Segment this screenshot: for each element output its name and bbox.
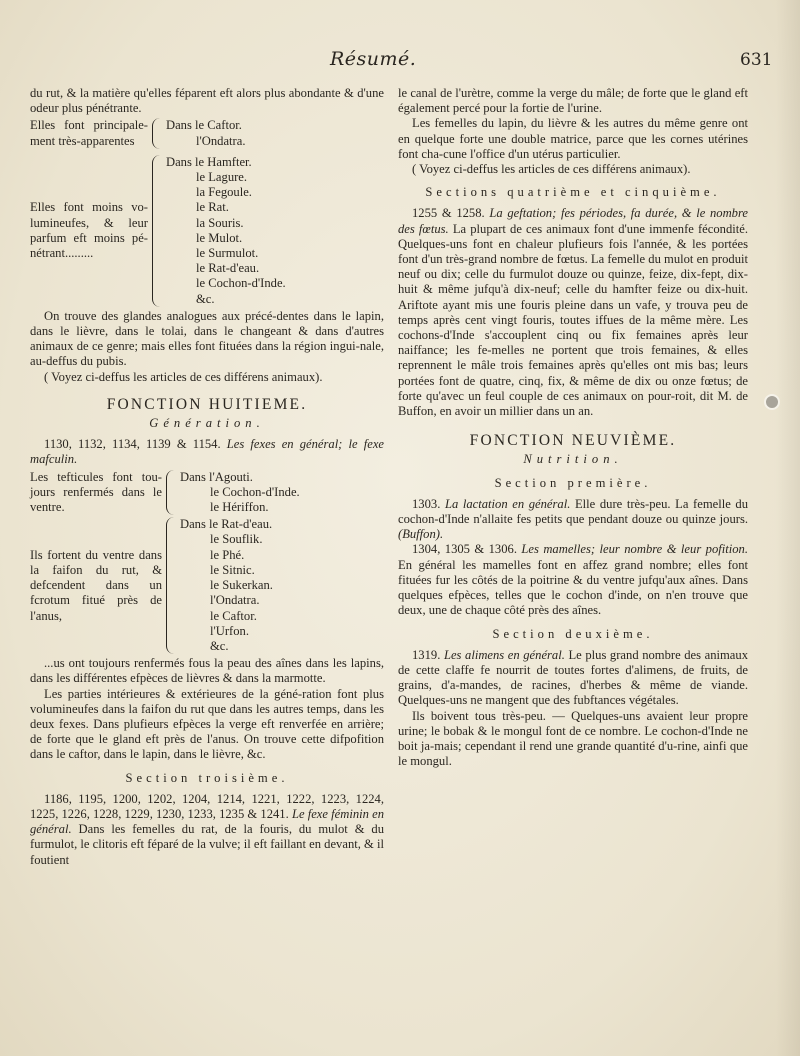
paragraph: Les femelles du lapin, du lièvre & les autres du même genre ont en quelque forte une double matrice, parce que les cornes utérines font cha-cune l'office d'un utérus particulier. bbox=[398, 116, 748, 161]
bracket-table bbox=[30, 470, 384, 516]
bracket-label: Elles font principale-ment très-apparentes bbox=[30, 118, 148, 148]
running-head: Résumé. bbox=[330, 48, 417, 70]
article-title: La lactation en général. bbox=[444, 496, 571, 511]
list-item: la Fegoule. bbox=[196, 185, 252, 200]
article-numbers: 1304, 1305 & 1306. bbox=[412, 542, 517, 557]
brace-glyph bbox=[166, 470, 176, 516]
list-item: le Surmulot. bbox=[196, 246, 259, 261]
brace-glyph bbox=[152, 118, 162, 148]
list-item: l'Ondatra. bbox=[196, 133, 246, 148]
article-title: Les mamelles; leur nombre & leur pofition. bbox=[521, 542, 748, 557]
list-item: le Sukerkan. bbox=[210, 578, 273, 593]
list-item: le Caftor. bbox=[210, 608, 257, 623]
list-item: la Souris. bbox=[196, 215, 244, 230]
list-item: le Cochon-d'Inde. bbox=[196, 276, 286, 291]
paragraph: ( Voyez ci-deffus les articles de ces différens animaux). bbox=[412, 162, 691, 177]
list-item: le Phé. bbox=[210, 547, 245, 562]
article-title: Les fexes en général; le fexe mafculin. bbox=[30, 437, 384, 467]
list-item: &c. bbox=[196, 291, 215, 306]
paragraph: ...us ont toujours renfermés fous la peau des aînes dans les lapins, dans les différentes efpèces de lièvres & dans la marmotte. bbox=[30, 656, 384, 686]
paragraph-text: Elle dure très-peu. La femelle du cochon-d'Inde n'allaite fes petits que pendant douze ou quinze jours. bbox=[398, 496, 748, 527]
page-number: 631 bbox=[740, 50, 773, 70]
left-column bbox=[30, 86, 384, 868]
list-item: le Lagure. bbox=[196, 170, 248, 185]
paragraph: On trouve des glandes analogues aux précé-dentes dans le lapin, dans le lièvre, dans le tolai, dans le changeant & dans d'autres animaux de ce genre; mais elles font fituées dans la région ingui-nale, au-deffus du pubis. bbox=[30, 308, 384, 369]
list-item: l'Urfon. bbox=[210, 623, 249, 638]
section-subheading: Nutrition. bbox=[523, 452, 623, 467]
bracket-list bbox=[166, 155, 286, 307]
paragraph-text: Le plus grand nombre des animaux de cette claffe fe nourrit de toutes fortes d'alimens, de fruits, de grains, d'a-mandes, de racines, d'herbes & même de viande. Quelques-uns ne mangent que des fubftances végétales. bbox=[398, 647, 748, 708]
paragraph-text: En général les mamelles font en affez grand nombre; elles font fituées fur les côtés de la poitrine & du ventre jufqu'aux aînes. Dans quelques efpèces, telles que le cochon d'inde, on n'en trouve que deux, une de chaque côté près des aînes. bbox=[398, 557, 748, 618]
paragraph-text: Dans les femelles du rat, de la fouris, du mulot & du furmulot, le clitoris eft féparé de la vulve; il eft faillant en devant, & il foutient bbox=[30, 822, 384, 867]
list-item: le Mulot. bbox=[196, 230, 243, 245]
paragraph bbox=[30, 792, 384, 868]
list-item: le Cochon-d'Inde. bbox=[210, 484, 300, 499]
list-item: le Souflik. bbox=[210, 532, 263, 547]
bracket-label: Les tefticules font tou-jours renfermés dans le ventre. bbox=[30, 469, 162, 515]
list-item: le Hériffon. bbox=[210, 500, 269, 515]
paragraph bbox=[398, 497, 748, 543]
list-item: Dans le Caftor. bbox=[166, 118, 242, 133]
list-item: le Rat-d'eau. bbox=[196, 261, 260, 276]
article-numbers: 1319. bbox=[412, 647, 441, 662]
list-item: le Sitnic. bbox=[210, 562, 255, 577]
brace-glyph bbox=[166, 517, 176, 654]
citation: (Buffon). bbox=[398, 527, 444, 542]
list-item: Dans le Rat-d'eau. bbox=[180, 517, 273, 532]
article-numbers: 1255 & 1258. bbox=[412, 206, 485, 221]
paragraph bbox=[30, 437, 384, 467]
list-item: l'Ondatra. bbox=[210, 593, 260, 608]
section-heading: Section deuxième. bbox=[492, 626, 654, 641]
bracket-list bbox=[166, 118, 245, 148]
bracket-list bbox=[180, 517, 273, 654]
list-item: Dans le Hamfter. bbox=[166, 154, 252, 169]
brace-glyph bbox=[152, 155, 162, 307]
section-heading: FONCTION HUITIEME. bbox=[106, 395, 308, 413]
article-numbers: 1303. bbox=[412, 496, 441, 511]
bracket-table bbox=[30, 118, 384, 148]
section-heading: Section première. bbox=[494, 475, 652, 490]
paragraph bbox=[398, 542, 748, 618]
paragraph-text: La plupart de ces animaux font d'une immenfe fécondité. Quelques-uns font en chaleur plufieurs fois l'année, & les portées font d'un très-grand nombre de fœtus. La femelle du mulot en produit neuf ou dix; celle du furmulot douze ou quinze, feize, dix-fept, dix-huit & même jufqu'à dix-neuf; celle du hamfter feize ou dix-huit. Ariftote ayant mis une fouris pleine dans un vafe, y trouva peu de temps après cent vingt fouris, toutes iffues de la même mère. Les cochons-d'Inde s'accouplent cinq ou fix femaines après leur naiffance; les fe-melles ne portent que trois femaines, & elles reprennent le mâle trois femaines après qu'elles ont mis bas; leurs portées font de quatre, cinq, fix, & même de dix ou onze fœtus; de forte qu'avec un feul couple de ces animaux on pour-roit, dit M. de Buffon, en avoir un millier dans un an. bbox=[398, 221, 748, 419]
paragraph: le canal de l'urètre, comme la verge du mâle; de forte que le gland eft également percé pour la fortie de l'urine. bbox=[398, 86, 748, 116]
list-item: Dans l'Agouti. bbox=[180, 469, 253, 484]
right-column bbox=[398, 86, 748, 769]
bracket-table bbox=[30, 517, 384, 654]
article-title: Le fexe féminin en général. bbox=[30, 806, 384, 837]
page-edge-shadow bbox=[776, 0, 800, 1056]
list-item: le Rat. bbox=[196, 200, 229, 215]
bracket-table bbox=[30, 155, 384, 307]
paragraph: ( Voyez ci-deffus les articles de ces différens animaux). bbox=[44, 369, 323, 384]
section-heading: Sections quatrième et cinquième. bbox=[425, 185, 721, 200]
bracket-label: Ils fortent du ventre dans la faifon du rut, & defcendent dans un fcrotum fitué près de l'anus, bbox=[30, 547, 162, 623]
paragraph bbox=[398, 648, 748, 709]
paragraph: Les parties intérieures & extérieures de la géné-ration font plus volumineufes dans la faifon du rut que dans les autres temps, dans les deux fexes. Dans plufieurs efpèces la verge eft renverfée en arrière; de forte que le gland eft près de l'anus. On trouve cette difpofition dans le caftor, dans le lapin, dans le lièvre, &c. bbox=[30, 686, 384, 762]
article-numbers: 1186, 1195, 1200, 1202, 1204, 1214, 1221, 1222, 1223, 1224, 1225, 1226, 1228, 1229, 1230, 1233, 1235 & 1241. bbox=[30, 791, 384, 821]
paragraph bbox=[398, 206, 748, 419]
paragraph: Ils boivent tous très-peu. — Quelques-uns avaient leur propre urine; le bobak & le mongul font de ce nombre. Le cochon-d'Inde ne boit ja-mais; cependant il rend une grande quantité d'u-rine, ainfi que le mongul. bbox=[398, 708, 748, 769]
article-title: La geftation; fes périodes, fa durée, & le nombre des fœtus. bbox=[398, 206, 748, 236]
section-heading: FONCTION NEUVIÈME. bbox=[469, 432, 677, 450]
bracket-label: Elles font moins vo-lumineufes, & leur parfum eft moins pé-nétrant......... bbox=[30, 200, 148, 261]
list-item: &c. bbox=[210, 638, 229, 653]
article-title: Les alimens en général. bbox=[443, 647, 565, 662]
article-numbers: 1130, 1132, 1134, 1139 & 1154. bbox=[44, 437, 221, 452]
section-heading: Section troisième. bbox=[125, 770, 289, 785]
paragraph: du rut, & la matière qu'elles féparent eft alors plus abondante & d'une odeur plus pénétrante. bbox=[30, 86, 384, 116]
bracket-list bbox=[180, 470, 300, 516]
section-subheading: Génération. bbox=[149, 416, 265, 431]
